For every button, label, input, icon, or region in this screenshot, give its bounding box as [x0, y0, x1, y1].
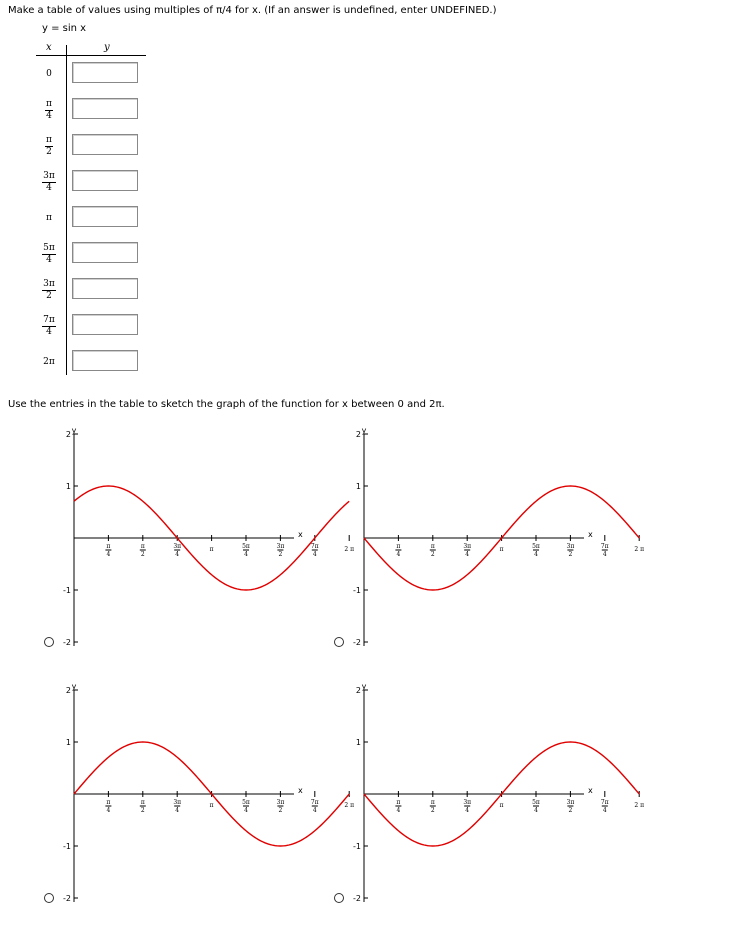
- table-header-x: x: [46, 42, 52, 53]
- graph-option-radio[interactable]: [334, 893, 344, 903]
- y-tick-label: -2: [63, 894, 71, 903]
- table-header-y: y: [104, 42, 110, 53]
- y-tick-label: -2: [63, 638, 71, 647]
- x-value: [34, 239, 64, 269]
- instructions-graph: Use the entries in the table to sketch the graph of the function for x between 0 and 2π.: [8, 399, 445, 410]
- table-row: [34, 275, 154, 305]
- y-value-input[interactable]: [72, 62, 138, 83]
- x-tick-denominator: 2: [140, 551, 145, 558]
- y-tick-label: -1: [63, 842, 71, 851]
- x-numerator: π: [46, 98, 52, 109]
- table-row: [34, 203, 154, 233]
- x-axis-label: x: [588, 530, 593, 539]
- x-value: [34, 131, 64, 161]
- x-tick-denominator: 4: [534, 551, 538, 558]
- x-tick-numerator: 7π: [600, 543, 609, 550]
- x-tick-numerator: 3π: [173, 799, 182, 806]
- x-tick-denominator: 4: [175, 807, 180, 814]
- x-label: 2π: [43, 357, 55, 367]
- x-label: 0: [46, 69, 52, 79]
- sine-graph: [44, 424, 355, 654]
- x-tick-numerator: 7π: [310, 799, 319, 806]
- x-tick-numerator: 3π: [566, 543, 575, 550]
- x-axis-label: x: [298, 530, 303, 539]
- x-value: [34, 347, 64, 377]
- x-tick-denominator: 2: [568, 551, 573, 558]
- x-tick-denominator: 4: [396, 551, 401, 558]
- x-fraction: [42, 172, 56, 193]
- x-fraction: [45, 100, 53, 121]
- table-header-divider: [36, 55, 146, 56]
- sine-graph: [334, 424, 645, 654]
- x-tick-numerator: 7π: [310, 543, 319, 550]
- y-tick-label: 2: [355, 430, 361, 439]
- x-value: [34, 59, 64, 89]
- x-tick-denominator: 2: [430, 551, 435, 558]
- y-value-input[interactable]: [72, 242, 138, 263]
- x-value: [34, 167, 64, 197]
- x-tick-numerator: π: [140, 543, 145, 550]
- x-denominator: 2: [46, 290, 52, 301]
- table-row: [34, 167, 154, 197]
- instructions-table: Make a table of values using multiples of π/4 for x. (If an answer is undefined, enter UNDEFINED.): [8, 5, 497, 16]
- x-tick-denominator: 4: [175, 551, 180, 558]
- x-tick-numerator: π: [106, 543, 111, 550]
- x-denominator: 4: [46, 110, 52, 121]
- x-numerator: 3π: [43, 170, 55, 181]
- x-tick-numerator: 7π: [600, 799, 609, 806]
- x-tick-numerator: π: [140, 799, 145, 806]
- y-tick-label: 2: [65, 686, 71, 695]
- x-tick-denominator: 4: [602, 807, 607, 814]
- y-axis-label: y: [71, 426, 77, 435]
- x-tick-denominator: 4: [106, 551, 111, 558]
- x-tick-label: π: [209, 802, 214, 809]
- sine-graph: [334, 680, 645, 910]
- x-numerator: 7π: [43, 314, 55, 325]
- x-tick-denominator: 2: [140, 807, 145, 814]
- y-value-input[interactable]: [72, 350, 138, 371]
- table-row: [34, 311, 154, 341]
- x-tick-numerator: π: [396, 799, 401, 806]
- graph-option-radio[interactable]: [44, 893, 54, 903]
- y-tick-label: 1: [355, 482, 361, 491]
- y-tick-label: -1: [353, 586, 361, 595]
- y-tick-label: -1: [63, 586, 71, 595]
- x-tick-denominator: 4: [534, 807, 538, 814]
- x-tick-numerator: 3π: [463, 799, 472, 806]
- x-tick-numerator: 5π: [242, 543, 250, 550]
- y-value-input[interactable]: [72, 314, 138, 335]
- graph-option-radio[interactable]: [334, 637, 344, 647]
- x-tick-denominator: 2: [278, 551, 283, 558]
- graph-option-c: [44, 680, 355, 910]
- y-tick-label: -2: [353, 638, 361, 647]
- y-value-input[interactable]: [72, 278, 138, 299]
- x-tick-denominator: 4: [244, 807, 248, 814]
- x-tick-numerator: 5π: [532, 543, 540, 550]
- x-tick-label: π: [499, 802, 504, 809]
- y-tick-label: 1: [65, 738, 71, 747]
- x-denominator: 4: [46, 182, 52, 193]
- y-value-input[interactable]: [72, 206, 138, 227]
- table-row: [34, 95, 154, 125]
- x-numerator: π: [46, 134, 52, 145]
- y-tick-label: -1: [353, 842, 361, 851]
- x-fraction: [42, 244, 56, 265]
- table-row: [34, 347, 154, 377]
- x-axis-label: x: [298, 786, 303, 795]
- table-row: [34, 131, 154, 161]
- x-tick-denominator: 4: [396, 807, 401, 814]
- x-axis-label: x: [588, 786, 593, 795]
- x-tick-denominator: 2: [430, 807, 435, 814]
- x-tick-denominator: 4: [106, 807, 111, 814]
- x-tick-numerator: 5π: [532, 799, 540, 806]
- graph-option-d: [334, 680, 645, 910]
- x-tick-numerator: 3π: [173, 543, 182, 550]
- x-tick-numerator: 3π: [463, 543, 472, 550]
- x-tick-label: π: [209, 546, 214, 553]
- x-tick-numerator: 5π: [242, 799, 250, 806]
- x-tick-numerator: π: [430, 799, 435, 806]
- x-tick-label: π: [499, 546, 504, 553]
- x-tick-numerator: π: [106, 799, 111, 806]
- x-tick-denominator: 2: [568, 807, 573, 814]
- x-value: [34, 95, 64, 125]
- x-denominator: 4: [46, 254, 52, 265]
- x-tick-numerator: π: [430, 543, 435, 550]
- x-fraction: [45, 136, 53, 157]
- y-value-input[interactable]: [72, 98, 138, 119]
- x-tick-denominator: 4: [244, 551, 248, 558]
- y-tick-label: 1: [65, 482, 71, 491]
- table-row: [34, 59, 154, 89]
- x-numerator: 3π: [43, 278, 55, 289]
- y-axis-label: y: [71, 682, 77, 691]
- table-row: [34, 239, 154, 269]
- x-tick-numerator: 3π: [276, 799, 285, 806]
- y-tick-label: 1: [355, 738, 361, 747]
- x-fraction: [42, 280, 56, 301]
- x-tick-numerator: π: [396, 543, 401, 550]
- x-tick-denominator: 4: [465, 807, 470, 814]
- y-tick-label: 2: [65, 430, 71, 439]
- y-value-input[interactable]: [72, 134, 138, 155]
- x-tick-label: 2 π: [634, 546, 645, 553]
- graph-option-a: [44, 424, 355, 654]
- x-value: [34, 203, 64, 233]
- x-tick-denominator: 4: [602, 551, 607, 558]
- x-value: [34, 311, 64, 341]
- x-tick-label: 2 π: [634, 802, 645, 809]
- x-denominator: 2: [46, 146, 52, 157]
- x-tick-denominator: 4: [465, 551, 470, 558]
- function-label: y = sin x: [42, 23, 87, 34]
- x-value: [34, 275, 64, 305]
- x-tick-denominator: 4: [312, 807, 317, 814]
- x-tick-numerator: 3π: [276, 543, 285, 550]
- x-tick-label: 2 π: [344, 546, 355, 553]
- graph-option-radio[interactable]: [44, 637, 54, 647]
- graph-option-b: [334, 424, 645, 654]
- x-fraction: [42, 316, 56, 337]
- x-numerator: 5π: [43, 242, 55, 253]
- y-tick-label: -2: [353, 894, 361, 903]
- sine-graph: [44, 680, 355, 910]
- y-axis-label: y: [361, 426, 367, 435]
- x-tick-label: 2 π: [344, 802, 355, 809]
- x-tick-denominator: 4: [312, 551, 317, 558]
- x-tick-denominator: 2: [278, 807, 283, 814]
- y-value-input[interactable]: [72, 170, 138, 191]
- y-axis-label: y: [361, 682, 367, 691]
- x-denominator: 4: [46, 326, 52, 337]
- y-tick-label: 2: [355, 686, 361, 695]
- x-tick-numerator: 3π: [566, 799, 575, 806]
- x-label: π: [46, 213, 52, 223]
